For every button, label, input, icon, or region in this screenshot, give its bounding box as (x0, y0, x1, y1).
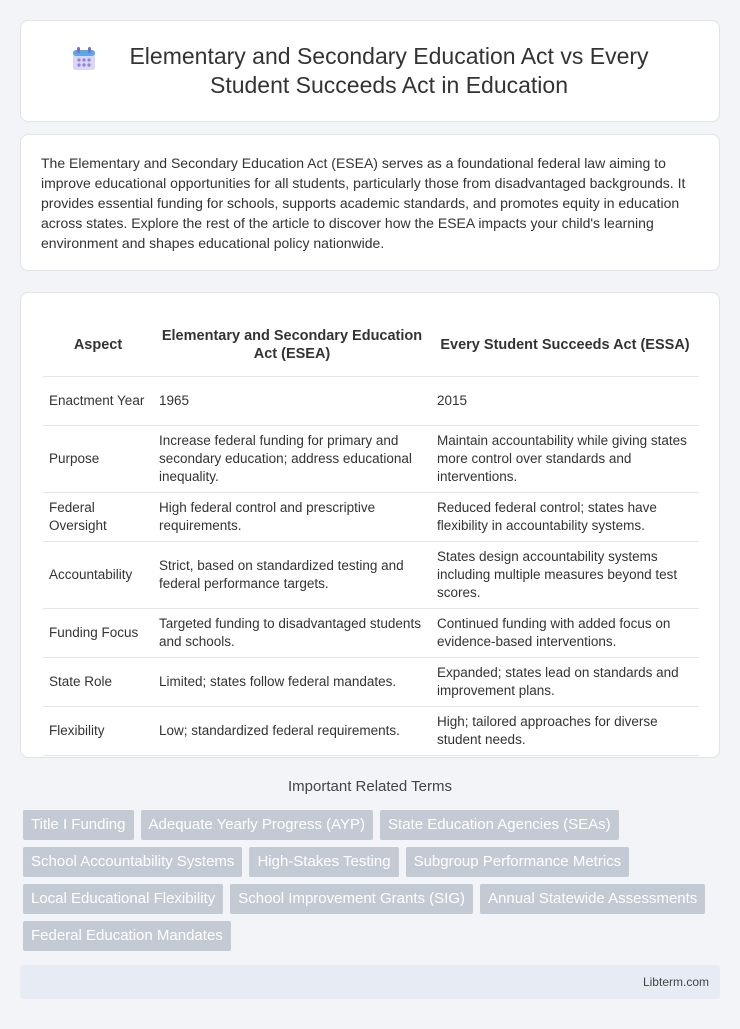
cell-esea: Strict, based on standardized testing and federal performance targets. (153, 542, 431, 609)
related-term-tag[interactable]: High-Stakes Testing (249, 847, 398, 877)
related-term-tag[interactable]: Federal Education Mandates (23, 921, 231, 951)
intro-card (20, 134, 720, 271)
title-card (20, 20, 720, 122)
header-aspect: Aspect (43, 313, 153, 377)
table-header-row (43, 313, 699, 377)
cell-essa: High; tailored approaches for diverse student needs. (431, 707, 699, 756)
related-term-tag[interactable]: Subgroup Performance Metrics (406, 847, 630, 877)
cell-esea: High federal control and prescriptive requirements. (153, 493, 431, 542)
related-term-tag[interactable]: Adequate Yearly Progress (AYP) (141, 810, 374, 840)
cell-esea: Targeted funding to disadvantaged students and schools. (153, 609, 431, 658)
cell-essa: Continued funding with added focus on evidence-based interventions. (431, 609, 699, 658)
cell-aspect: Federal Oversight (43, 493, 153, 542)
related-term-tag[interactable]: School Improvement Grants (SIG) (230, 884, 473, 914)
header-esea: Elementary and Secondary Education Act (ESEA) (153, 313, 431, 377)
cell-esea: Increase federal funding for primary and secondary education; address educational inequality. (153, 426, 431, 493)
related-term-tag[interactable]: State Education Agencies (SEAs) (380, 810, 619, 840)
calendar-icon (71, 46, 97, 72)
cell-essa: Reduced federal control; states have flexibility in accountability systems. (431, 493, 699, 542)
related-term-tag[interactable]: School Accountability Systems (23, 847, 242, 877)
cell-aspect: Accountability (43, 542, 153, 609)
table-row (43, 609, 699, 658)
cell-aspect: State Role (43, 658, 153, 707)
cell-esea: Limited; states follow federal mandates. (153, 658, 431, 707)
comparison-table (43, 313, 699, 756)
related-terms-list (23, 810, 723, 951)
cell-esea: 1965 (153, 377, 431, 426)
table-row (43, 426, 699, 493)
comparison-table-card (20, 292, 720, 758)
cell-aspect: Flexibility (43, 707, 153, 756)
related-term-tag[interactable]: Annual Statewide Assessments (480, 884, 705, 914)
table-row (43, 542, 699, 609)
intro-text: The Elementary and Secondary Education Act (ESEA) serves as a foundational federal law aiming to improve educational opportunities for all students, particularly those from disadvantaged backgrounds. It provides essential funding for schools, supports academic standards, and promotes equity in education across states. Explore the rest of the article to discover how the ESEA impacts your child's learning environment and shapes educational policy nationwide. (41, 155, 686, 251)
cell-esea: Low; standardized federal requirements. (153, 707, 431, 756)
cell-aspect: Enactment Year (43, 377, 153, 426)
footer-site-link[interactable]: Libterm.com (642, 975, 709, 989)
cell-essa: Expanded; states lead on standards and improvement plans. (431, 658, 699, 707)
table-row (43, 493, 699, 542)
header-essa: Every Student Succeeds Act (ESSA) (431, 313, 699, 377)
cell-aspect: Purpose (43, 426, 153, 493)
cell-essa: 2015 (431, 377, 699, 426)
cell-aspect: Funding Focus (43, 609, 153, 658)
cell-essa: States design accountability systems including multiple measures beyond test scores. (431, 542, 699, 609)
footer (20, 965, 720, 999)
cell-essa: Maintain accountability while giving states more control over standards and interventions. (431, 426, 699, 493)
table-row (43, 377, 699, 426)
related-terms-title: Important Related Terms (288, 778, 452, 795)
table-row (43, 658, 699, 707)
table-row (43, 707, 699, 756)
page-title: Elementary and Secondary Education Act vs Every Student Succeeds Act in Education (129, 43, 649, 98)
related-term-tag[interactable]: Local Educational Flexibility (23, 884, 223, 914)
related-term-tag[interactable]: Title I Funding (23, 810, 134, 840)
